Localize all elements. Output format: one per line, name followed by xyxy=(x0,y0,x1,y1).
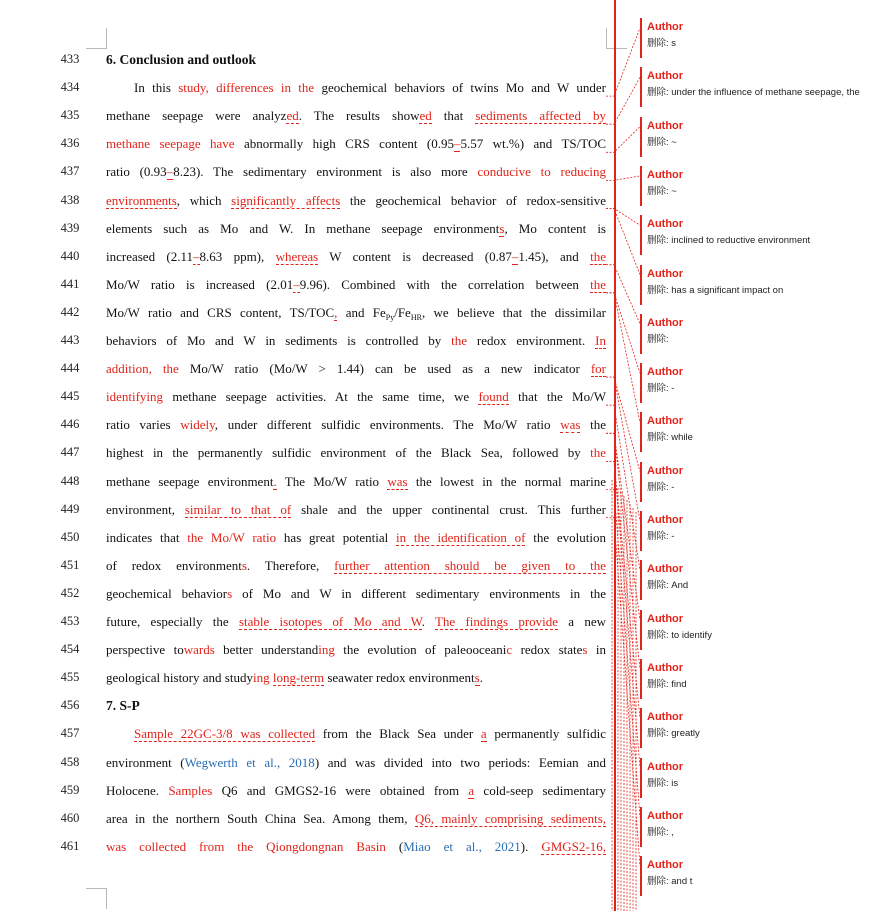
connector-line xyxy=(606,461,640,767)
text-run: s xyxy=(227,585,233,601)
comment-balloon[interactable] xyxy=(640,117,880,157)
comment-balloon[interactable] xyxy=(640,314,880,354)
connector-line xyxy=(606,209,640,226)
connector-line xyxy=(606,377,640,521)
comment-author: Author xyxy=(647,612,684,625)
text-line xyxy=(106,108,606,124)
inserted-text: the xyxy=(590,248,606,264)
text-run: future, especially the xyxy=(106,614,239,629)
text-run: that the Mo/W xyxy=(508,389,606,405)
comment-deleted-text: 删除: ~ xyxy=(647,185,677,197)
text-run: the lowest in the normal marine xyxy=(407,473,606,489)
text-line xyxy=(106,361,606,377)
comment-balloon[interactable] xyxy=(640,708,880,748)
text-run: cold-seep sedimentary xyxy=(474,782,607,798)
line-number: 460 xyxy=(60,810,80,825)
connector-line xyxy=(606,265,640,324)
text-run: the evolution of paleooceani xyxy=(334,642,507,658)
comment-author: Author xyxy=(647,70,684,83)
line-number: 435 xyxy=(60,108,80,123)
line-number: 437 xyxy=(60,164,80,179)
inserted-text: – xyxy=(511,248,519,264)
text-run: s xyxy=(582,642,588,658)
line-number: 441 xyxy=(60,276,80,291)
text-run: permanently sulfidic xyxy=(486,726,606,742)
inserted-text: ed xyxy=(419,108,432,124)
comment-author: Author xyxy=(647,366,684,379)
text-run: the xyxy=(590,445,606,461)
line-number: 445 xyxy=(60,389,80,404)
connector-line xyxy=(606,433,640,669)
comment-deleted-text: 删除: find xyxy=(647,678,687,690)
comment-deleted-text: 删除: - xyxy=(647,383,675,395)
text-run: ratio varies xyxy=(106,417,181,433)
line-number: 457 xyxy=(60,726,80,741)
connector-line xyxy=(606,518,640,867)
text-run: W content is decreased (0.87 xyxy=(318,248,512,264)
comment-deleted-text: 删除: s xyxy=(647,38,677,49)
inserted-text: a xyxy=(480,726,487,742)
text-line xyxy=(106,277,606,293)
text-run: . xyxy=(421,614,435,629)
text-run: , which xyxy=(176,192,232,208)
connector-line xyxy=(606,405,640,570)
text-run: methane seepage environment xyxy=(106,473,274,489)
text-line xyxy=(106,445,606,461)
connector-line xyxy=(606,461,640,718)
text-run: perspective to xyxy=(106,642,184,658)
comment-balloon[interactable] xyxy=(640,659,880,699)
crop-mark-top-left xyxy=(86,28,107,49)
comment-balloon[interactable] xyxy=(640,265,880,305)
text-run: the xyxy=(580,417,606,433)
text-run: 8.23). The sedimentary environment is also more xyxy=(173,164,478,180)
text-run: area in the northern South China Sea. Among them, xyxy=(106,810,415,826)
comment-author: Author xyxy=(647,464,684,477)
comment-author: Author xyxy=(647,711,684,724)
inserted-text: In xyxy=(595,333,606,348)
inserted-text: sediments affected by xyxy=(475,108,606,124)
comment-balloon[interactable] xyxy=(640,18,880,58)
text-run: the Mo/W ratio xyxy=(187,529,277,545)
line-number: 442 xyxy=(60,304,80,319)
text-run: ( xyxy=(385,838,404,854)
text-run: highest in the permanently sulfidic environment of the Black Sea, followed by xyxy=(106,445,591,461)
comment-author: Author xyxy=(647,218,684,231)
text-line xyxy=(106,558,606,574)
inserted-text: The findings provide xyxy=(434,614,559,629)
connector-line xyxy=(606,490,640,817)
comment-balloon[interactable] xyxy=(640,610,880,650)
comment-deleted-text: 删除: and t xyxy=(647,876,693,888)
text-line xyxy=(106,755,606,771)
inserted-text: – xyxy=(166,164,174,180)
text-run: , we believe that the dissimilar xyxy=(421,304,607,320)
comment-balloon[interactable] xyxy=(640,758,880,798)
comment-deleted-text: 删除: And xyxy=(647,580,689,592)
text-line xyxy=(106,783,606,799)
inserted-text: GMGS2-16, xyxy=(541,838,606,854)
line-number: 439 xyxy=(60,220,80,235)
comment-deleted-text: 删除: xyxy=(647,333,669,345)
text-run: geochemical behaviors of twins Mo and W under xyxy=(314,80,606,96)
text-line xyxy=(106,670,606,686)
text-run: of Mo and W in different sedimentary environments in the xyxy=(232,585,606,601)
comment-deleted-text: 删除: is xyxy=(647,777,679,789)
text-run: s xyxy=(241,557,247,573)
comment-deleted-text: 删除: - xyxy=(647,481,675,493)
inserted-text: further attention should be given to the xyxy=(334,557,606,573)
text-run: conducive to reducing xyxy=(477,164,607,180)
text-run: that xyxy=(431,108,476,124)
comment-balloon[interactable] xyxy=(640,412,880,452)
text-run: ing xyxy=(252,670,270,686)
text-run: 7. S-P xyxy=(106,698,140,714)
line-number: 433 xyxy=(60,52,80,66)
text-run: . Therefore, xyxy=(246,557,335,573)
line-number: 444 xyxy=(60,361,80,376)
inserted-text: found xyxy=(478,389,509,405)
text-run: redox state xyxy=(512,642,583,658)
text-run: Samples xyxy=(168,782,213,798)
text-run: ratio (0.93 xyxy=(106,164,167,180)
inserted-text: Sample 22GC-3/8 was collected xyxy=(134,726,316,742)
text-run: ) and was divided into two periods: Eemian and xyxy=(314,754,606,770)
text-line xyxy=(106,502,606,518)
text-run: . The results show xyxy=(298,108,420,124)
inserted-text: s xyxy=(474,670,480,686)
text-run: seawater redox environment xyxy=(324,670,475,686)
inserted-text: was xyxy=(387,473,408,489)
text-line xyxy=(106,726,606,742)
text-line xyxy=(106,614,606,630)
text-run: /Fe xyxy=(394,304,411,320)
inserted-text: s xyxy=(499,220,505,236)
connector-line xyxy=(606,127,640,153)
comment-author: Author xyxy=(647,563,684,576)
comment-author: Author xyxy=(647,661,684,674)
line-number: 456 xyxy=(60,698,80,713)
text-line xyxy=(106,333,606,349)
comment-author: Author xyxy=(647,809,684,822)
inserted-text: stable isotopes of Mo and W xyxy=(238,614,422,629)
line-number: 438 xyxy=(60,192,80,207)
comment-balloon[interactable] xyxy=(640,166,880,206)
text-run: addition, the xyxy=(106,361,179,377)
comment-deleted-text: 删除: to identify xyxy=(647,629,712,641)
inserted-text: Q6, mainly comprising sediments, xyxy=(414,810,607,826)
citation-link[interactable]: Wegwerth et al., 2018 xyxy=(184,754,315,770)
text-run: shale and the upper continental crust. This further xyxy=(291,501,606,517)
revision-bar xyxy=(614,0,616,911)
text-run: Py xyxy=(385,312,395,322)
text-run: increased (2.11 xyxy=(106,248,193,264)
text-run: the geochemical behavior of redox-sensitive xyxy=(340,192,606,208)
text-run: Holocene. xyxy=(106,782,169,798)
text-run: methane seepage were analyz xyxy=(106,108,287,124)
text-line xyxy=(106,474,606,490)
inserted-text: the xyxy=(590,276,606,292)
inserted-text: – xyxy=(193,248,200,264)
inserted-text: – xyxy=(293,276,300,292)
comment-deleted-text: 删除: has a significant impact on xyxy=(647,284,784,296)
text-run: 5.57 wt.%) and TS/TOC xyxy=(460,136,606,152)
text-run: geological history and study xyxy=(106,670,253,686)
text-run: in xyxy=(587,642,606,658)
text-run: the evolution xyxy=(525,529,606,545)
text-run: from the Black Sea under xyxy=(315,726,481,742)
inserted-text: a xyxy=(468,782,475,798)
text-run: , under different sulfidic environments. The Mo/W ratio xyxy=(214,417,561,433)
text-run: environment ( xyxy=(106,754,185,770)
comment-balloon[interactable] xyxy=(640,363,880,403)
text-run: environment, xyxy=(106,501,185,517)
text-run: the xyxy=(451,333,467,348)
comment-author: Author xyxy=(647,168,684,181)
text-line xyxy=(106,221,606,237)
text-run: . xyxy=(479,670,483,686)
comment-deleted-text: 删除: inclined to reductive environment xyxy=(647,235,811,247)
text-run: ing xyxy=(318,642,335,658)
comment-balloon[interactable] xyxy=(640,67,880,107)
text-run: 8.63 ppm), xyxy=(199,248,276,264)
inserted-text: whereas xyxy=(275,248,319,264)
connector-line xyxy=(606,433,640,619)
text-line xyxy=(106,811,606,827)
line-number: 434 xyxy=(60,80,80,95)
text-run: abnormally high CRS content (0.95 xyxy=(234,136,454,152)
text-run: c xyxy=(506,642,513,658)
text-run: The Mo/W ratio xyxy=(276,473,388,489)
text-line xyxy=(106,305,606,322)
crop-mark-top-right xyxy=(606,28,627,49)
line-number: 447 xyxy=(60,445,80,460)
text-run: Mo/W ratio and CRS content, TS/TOC xyxy=(106,304,335,320)
comment-author: Author xyxy=(647,267,684,280)
crop-mark-bottom-left xyxy=(86,888,107,909)
line-number: 446 xyxy=(60,417,80,432)
inserted-text: , xyxy=(334,304,338,320)
line-number: 461 xyxy=(60,838,80,853)
line-number: 452 xyxy=(60,585,80,600)
text-line xyxy=(106,642,606,658)
inserted-text: for xyxy=(590,361,606,377)
text-run: has great potential xyxy=(276,529,397,545)
comment-author: Author xyxy=(647,514,684,526)
text-run: geochemical behavior xyxy=(106,585,228,601)
text-run: Mo/W ratio (Mo/W > 1.44) can be used as a new indicator xyxy=(178,361,591,377)
line-number: 455 xyxy=(60,670,80,685)
inserted-text: – xyxy=(453,136,461,152)
text-line xyxy=(106,164,606,180)
comment-balloon[interactable] xyxy=(640,560,880,600)
connector-line xyxy=(606,77,640,124)
text-run: of redox environment xyxy=(106,557,242,573)
inserted-text: . xyxy=(273,473,277,489)
text-run: better understand xyxy=(214,642,319,658)
line-number: 451 xyxy=(60,557,80,572)
comment-author: Author xyxy=(647,119,684,132)
comment-deleted-text: 删除: - xyxy=(647,531,675,542)
section-heading xyxy=(106,698,606,714)
comment-author: Author xyxy=(647,21,684,33)
comment-deleted-text: 删除: under the influence of methane seepage, the xyxy=(647,87,860,99)
line-number: 443 xyxy=(60,333,80,347)
inserted-text: significantly affects xyxy=(231,192,341,208)
comment-balloon[interactable] xyxy=(640,807,880,847)
inserted-text: in the identification of xyxy=(396,529,526,545)
line-number: 459 xyxy=(60,782,80,797)
text-line xyxy=(106,136,606,152)
text-run: Mo/W ratio is increased (2.01 xyxy=(106,276,294,292)
comment-deleted-text: 删除: while xyxy=(647,432,693,444)
text-line xyxy=(106,193,606,209)
inserted-text: similar to that of xyxy=(184,501,292,517)
text-line xyxy=(106,586,606,602)
line-number: 450 xyxy=(60,529,80,544)
comment-author: Author xyxy=(647,859,684,872)
text-run: HR xyxy=(410,312,422,322)
text-run: redox environment. xyxy=(467,333,596,348)
connector-line xyxy=(606,176,640,181)
comment-author: Author xyxy=(647,415,684,428)
text-run: wards xyxy=(183,642,215,658)
text-run: elements such as Mo and W. In methane seepage environment xyxy=(106,220,500,236)
line-number: 454 xyxy=(60,642,80,657)
comment-deleted-text: 删除: , xyxy=(647,826,674,838)
line-number: 436 xyxy=(60,136,80,151)
inserted-text: long-term xyxy=(272,670,325,686)
inserted-text: environments xyxy=(106,192,177,208)
text-run: 6. Conclusion and outlook xyxy=(106,52,257,67)
text-run: 9.96). Combined with the correlation between xyxy=(299,276,591,292)
citation-link[interactable]: Miao et al., 2021 xyxy=(403,838,521,854)
line-number: 458 xyxy=(60,754,80,769)
text-run: behaviors of Mo and W in sediments is controlled by xyxy=(106,333,452,348)
text-line xyxy=(106,80,606,96)
comment-balloon[interactable] xyxy=(640,215,880,255)
text-run: was collected from the Qiongdongnan Basin xyxy=(106,838,386,854)
inserted-text: was xyxy=(560,417,581,433)
text-line xyxy=(106,389,606,405)
line-number: 448 xyxy=(60,473,80,488)
comment-balloon[interactable] xyxy=(640,511,880,551)
text-run: Q6 and GMGS2-16 were obtained from xyxy=(212,782,469,798)
text-run: methane seepage have xyxy=(106,136,235,152)
line-number: 449 xyxy=(60,501,80,516)
comment-author: Author xyxy=(647,316,684,329)
connector-line xyxy=(606,209,640,275)
text-line xyxy=(106,249,606,265)
section-heading xyxy=(106,52,606,68)
text-run: a new xyxy=(558,614,606,629)
comment-deleted-text: 删除: ~ xyxy=(647,136,677,148)
text-run: , Mo content is xyxy=(504,220,606,236)
inserted-text: ed xyxy=(286,108,299,124)
text-run: and Fe xyxy=(337,304,386,320)
text-run: In this xyxy=(134,80,179,96)
text-line xyxy=(106,839,606,855)
line-number: 440 xyxy=(60,248,80,263)
text-run: methane seepage activities. At the same time, we xyxy=(163,389,479,405)
text-line xyxy=(106,417,606,433)
text-run: identifying xyxy=(106,389,164,405)
text-run: indicates that xyxy=(106,529,188,545)
comment-author: Author xyxy=(647,760,684,773)
text-line xyxy=(106,530,606,546)
text-run: widely xyxy=(180,417,215,433)
comment-balloon[interactable] xyxy=(640,856,880,896)
connector-line xyxy=(606,293,640,423)
comment-deleted-text: 删除: greatly xyxy=(647,728,700,740)
text-run: study, differences in the xyxy=(178,80,315,96)
comment-balloon[interactable] xyxy=(640,462,880,502)
line-number: 453 xyxy=(60,614,80,628)
text-run: ). xyxy=(520,838,542,854)
connector-line xyxy=(606,377,640,472)
connector-line xyxy=(606,293,640,373)
text-run: 1.45), and xyxy=(518,248,591,264)
